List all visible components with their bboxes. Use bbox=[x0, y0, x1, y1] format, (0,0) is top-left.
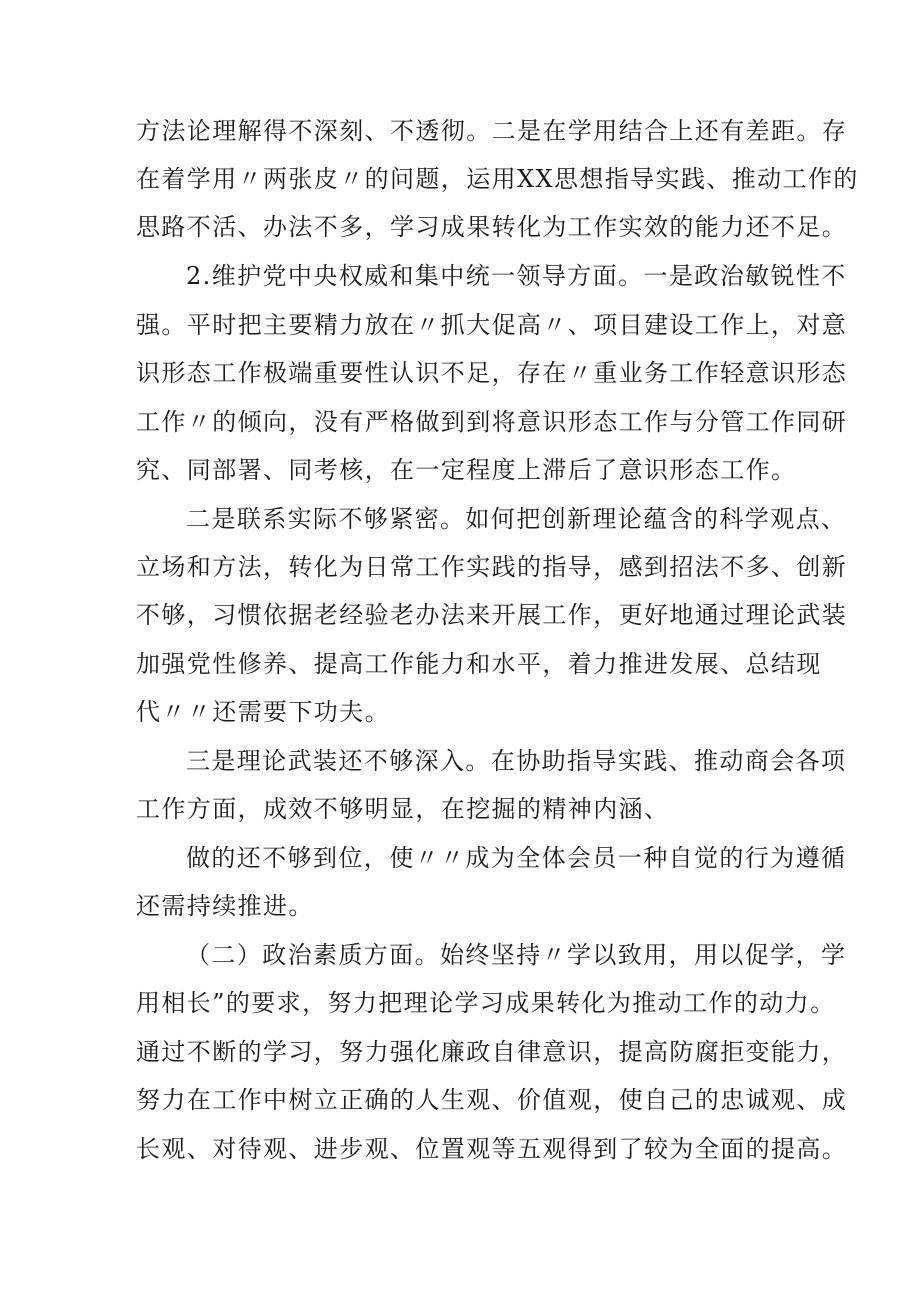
text-line: 还需持续推进。 bbox=[136, 892, 314, 920]
text-line: 做的还不够到位，使〃〃成为全体会员一种自觉的行为遵循 bbox=[186, 844, 847, 872]
section-heading-line: （二）政治素质方面。始终坚持〃学以致用，用以促学，学 bbox=[186, 941, 847, 969]
text-line: 立场和方法，转化为日常工作实践的指导，感到招法不多、创新 bbox=[136, 553, 848, 581]
text-line: 思路不活、办法不多，学习成果转化为工作实效的能力还不足。 bbox=[136, 213, 848, 241]
text-line: 2.维护党中央权威和集中统一领导方面。一是政治敏锐性不 bbox=[186, 262, 847, 290]
text-line: 究、同部署、同考核，在一定程度上滞后了意识形态工作。 bbox=[136, 456, 797, 484]
text-line: 代〃〃还需要下功夫。 bbox=[136, 698, 390, 726]
text-line: 方法论理解得不深刻、不透彻。二是在学用结合上还有差距。存 bbox=[136, 117, 848, 145]
text-line: 通过不断的学习，努力强化廉政自律意识，提高防腐拒变能力， bbox=[136, 1038, 848, 1066]
text-line: 三是理论武装还不够深入。在协助指导实践、推动商会各项 bbox=[186, 747, 847, 775]
text-line: 努力在工作中树立正确的人生观、价值观，使自己的忠诚观、成 bbox=[136, 1086, 848, 1114]
text-line: 用相长”的要求，努力把理论学习成果转化为推动工作的动力。 bbox=[136, 989, 836, 1017]
text-line: 长观、对待观、进步观、位置观等五观得到了较为全面的提高。 bbox=[136, 1135, 848, 1163]
text-line: 工作方面，成效不够明显，在挖掘的精神内涵、 bbox=[136, 795, 670, 823]
text-line: 在着学用〃两张皮〃的问题，运用XX思想指导实践、推动工作的 bbox=[136, 165, 859, 193]
text-line: 强。平时把主要精力放在〃抓大促高〃、项目建设工作上，对意 bbox=[136, 311, 848, 339]
text-line: 加强党性修养、提高工作能力和水平，着力推进发展、总结现 bbox=[136, 650, 822, 678]
text-line: 二是联系实际不够紧密。如何把创新理论蕴含的科学观点、 bbox=[186, 505, 847, 533]
text-line: 工作〃的倾向，没有严格做到到将意识形态工作与分管工作同研 bbox=[136, 408, 848, 436]
text-line: 不够，习惯依据老经验老办法来开展工作，更好地通过理论武装 bbox=[136, 601, 848, 629]
text-line: 识形态工作极端重要性认识不足，存在〃重业务工作轻意识形态 bbox=[136, 359, 848, 387]
